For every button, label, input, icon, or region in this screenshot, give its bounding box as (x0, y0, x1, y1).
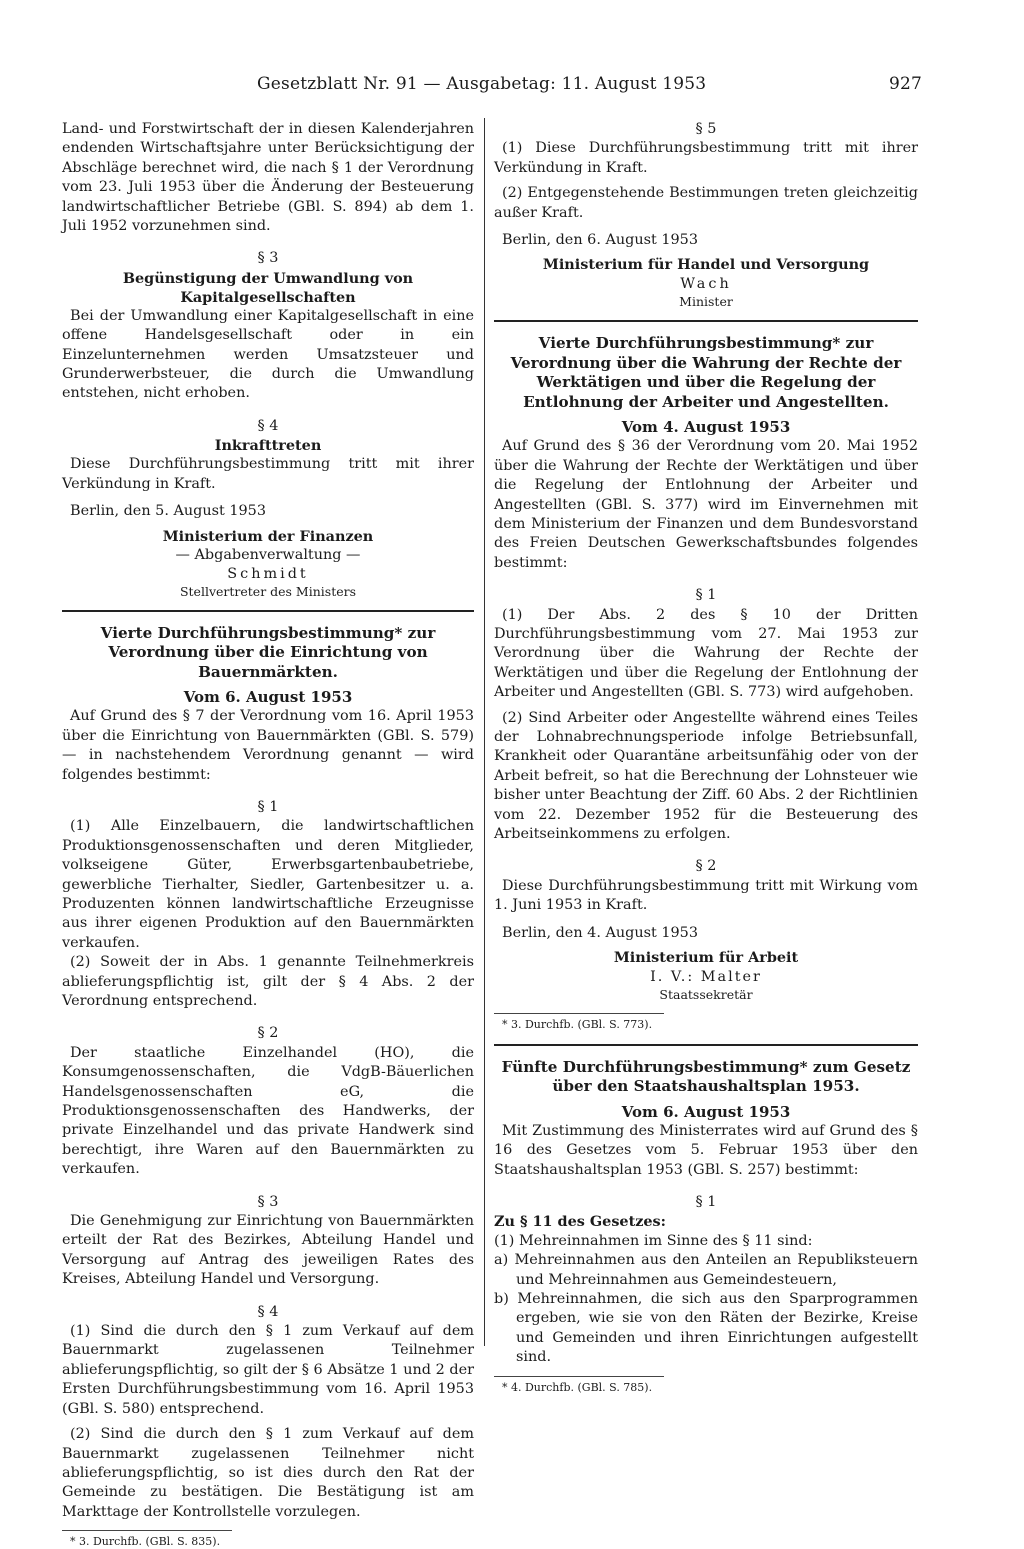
paragraph: (1) Sind die durch den § 1 zum Verkauf auf dem Bauernmarkt zugelassenen Teilnehmer ablieferungspflichtig, so gilt der § 6 Absätze 1 und 2 der Ersten Durchführungsbestimmung vom 16. April 1953 (GBl. S. 580) entsprechend. (62, 1323, 474, 1417)
signature-ministry: Ministerium der Finanzen (162, 527, 374, 545)
page-number: 927 (888, 74, 922, 94)
section-number: § 2 (257, 1025, 279, 1042)
signature-date: Berlin, den 5. August 1953 (70, 503, 266, 520)
section-heading: Zu § 11 des Gesetzes: (494, 1213, 666, 1231)
section-number: § 4 (257, 417, 279, 434)
section-number: § 4 (257, 1303, 279, 1320)
document-date: Vom 6. August 1953 (183, 688, 353, 707)
signature-department: — Abgabenverwaltung — (175, 547, 361, 563)
paragraph: (1) Mehreinnahmen im Sinne des § 11 sind: (494, 1232, 813, 1249)
footnote: * 3. Durchfb. (GBl. S. 835). (70, 1535, 221, 1549)
signature-block (62, 528, 474, 602)
preamble: Mit Zustimmung des Ministerrates wird auf Grund des § 16 des Gesetzes vom 5. Februar 1953 über den Staatshaushaltsplan 1953 (GBl. S. 257) bestimmt: (494, 1122, 918, 1178)
footnote-rule (62, 1530, 232, 1531)
document-date: Vom 4. August 1953 (621, 418, 791, 437)
document-date: Vom 6. August 1953 (621, 1102, 791, 1121)
footnote: * 3. Durchfb. (GBl. S. 773). (502, 1017, 653, 1031)
footnote-rule (494, 1013, 664, 1014)
separator (494, 1044, 918, 1046)
signature-role: Minister (679, 294, 733, 310)
paragraph: (2) Sind die durch den § 1 zum Verkauf auf dem Bauernmarkt zugelassenen Teilnehmer nicht ablieferungspflichtig, so ist dies durch den Rat der Gemeinde zu bestätigen. Die Bestätigung ist am Markttage der Kontrollstelle vorzulegen. (62, 1426, 474, 1520)
signature-role: Stellvertreter des Ministers (179, 584, 357, 599)
section-number: § 1 (695, 587, 717, 604)
section-number: § 2 (695, 858, 717, 875)
footnote: * 4. Durchfb. (GBl. S. 785). (502, 1380, 653, 1394)
section-heading: Begünstigung der Umwandlung von Kapitalgesellschaften (122, 269, 414, 306)
signature-block (494, 949, 918, 1005)
preamble: Auf Grund des § 36 der Verordnung vom 20. Mai 1952 über die Wahrung der Rechte der Werktätigen und über die Regelung der Entlohnung der Arbeiter und Angestellten (GBl. S. 377) wird im Einvernehmen mit dem Ministerium der Finanzen und dem Bundesvorstand des Freien Deutschen Gewerkschaftsbundes folgendes bestimmt: (494, 438, 918, 571)
right-column (494, 120, 918, 1395)
left-column (62, 120, 474, 1549)
paragraph: (1) Der Abs. 2 des § 10 der Dritten Durchführungsbestimmung vom 27. Mai 1953 zur Verordnung über die Wahrung der Rechte der Werktätigen und über die Regelung der Entlohnung der Arbeiter und Angestellten (GBl. S. 773) wird aufgehoben. (494, 606, 918, 701)
paragraph: (2) Soweit der in Abs. 1 genannte Teilnehmerkreis ablieferungspflichtig ist, gilt der § 4 Abs. 2 der Verordnung entsprechend. (62, 954, 474, 1009)
signature-role: Staatssekretär (659, 987, 753, 1003)
paragraph: Die Genehmigung zur Einrichtung von Bauernmärkten erteilt der Rat des Bezirkes, Abteilung Handel und Versorgung auf Antrag des jeweiligen Rates des Kreises, Abteilung Handel und Versorgung. (62, 1213, 474, 1288)
paragraph: (1) Alle Einzelbauern, die landwirtschaftlichen Produktionsgenossenschaften und deren Mitglieder, volkseigene Güter, Erwerbsgartenbaubetriebe, gewerbliche Tierhalter, Siedler, Gartenbesitzer u. a. Produzenten können landwirtschaftliche Erzeugnisse aus ihrer eigenen Produktion auf den Bauernmärkten verkaufen. (62, 818, 474, 951)
section-text: Bei der Umwandlung einer Kapitalgesellschaft in eine offene Handelsgesellschaft oder in ein Einzelunternehmen werden Umsatzsteuer und Grunderwerbsteuer, die durch die Umwandlung entstehen, nicht erhoben. (62, 307, 474, 402)
separator (494, 320, 918, 322)
paragraph: Diese Durchführungsbestimmung tritt mit Wirkung vom 1. Juni 1953 in Kraft. (494, 877, 918, 914)
section-heading: Inkrafttreten (214, 437, 322, 455)
signature-ministry: Ministerium für Handel und Versorgung (542, 256, 870, 274)
signature-name: Schmidt (227, 565, 309, 582)
list-item: a) Mehreinnahmen aus den Anteilen an Republiksteuern und Mehreinnahmen aus Gemeindesteuern, (494, 1252, 918, 1288)
section-number: § 1 (257, 798, 279, 815)
signature-block (494, 256, 918, 312)
signature-date: Berlin, den 6. August 1953 (502, 232, 698, 249)
paragraph: Der staatliche Einzelhandel (HO), die Konsumgenossenschaften, die VdgB-Bäuerlichen Handelsgenossenschaften eG, die Produktionsgenossenschaften des Handwerks, der private Einzelhandel und das private Handwerk sind berechtigt, ihre Waren auf den Bauernmärkten zu verkaufen. (62, 1044, 474, 1178)
signature-ministry: Ministerium für Arbeit (613, 949, 799, 967)
section-number: § 5 (695, 121, 717, 137)
signature-name: I. V.: Malter (650, 968, 762, 985)
preamble: Auf Grund des § 7 der Verordnung vom 16. April 1953 über die Einrichtung von Bauernmärkten (GBl. S. 579) — in nachstehendem Verordnung genannt — wird folgendes bestimmt: (62, 708, 474, 783)
signature-name: Wach (680, 275, 732, 292)
gazette-title: Gesetzblatt Nr. 91 — Ausgabetag: 11. August 1953 (257, 74, 707, 94)
document-title: Vierte Durchführungsbestimmung* zur Verordnung über die Wahrung der Rechte der Werktätigen und über die Regelung der Entlohnung der Arbeiter und Angestellten. (510, 333, 902, 411)
paragraph: (1) Diese Durchführungsbestimmung tritt mit ihrer Verkündung in Kraft. (494, 140, 918, 176)
separator (62, 610, 474, 612)
section-number: § 3 (257, 1193, 279, 1210)
paragraph: (2) Sind Arbeiter oder Angestellte während eines Teiles der Lohnabrechnungsperiode infolge Betriebsunfall, Krankheit oder Quarantäne arbeitsunfähig oder von der Arbeit befreit, so hat die Berechnung der Lohnsteuer wie bisher unter Beachtung der Ziff. 60 Abs. 2 der Richtlinien vom 22. Dezember 1952 für die Besteuerung des Arbeitseinkommens zu erfolgen. (494, 709, 918, 843)
section-number: § 3 (257, 250, 279, 267)
section-number: § 1 (695, 1193, 717, 1210)
column-divider (484, 118, 485, 1346)
paragraph: (2) Entgegenstehende Bestimmungen treten gleichzeitig außer Kraft. (494, 185, 918, 221)
list-item: b) Mehreinnahmen, die sich aus den Sparprogrammen ergeben, wie sie von den Räten der Bezirke, Kreise und Gemeinden und ihren Einrichtungen aufgestellt sind. (494, 1291, 918, 1366)
footnote-rule (494, 1376, 664, 1377)
document-title: Fünfte Durchführungsbestimmung* zum Gesetz über den Staatshaushaltsplan 1953. (501, 1057, 911, 1096)
continuation-paragraph: Land- und Forstwirtschaft der in diesen Kalenderjahren endenden Wirtschaftsjahre unter Berücksichtigung der Abschläge berechnet wird, die nach § 1 der Verordnung vom 23. Juli 1953 über die Änderung der Besteuerung landwirtschaftlicher Betriebe (GBl. S. 894) ab dem 1. Juli 1952 vorzunehmen sind. (62, 121, 474, 235)
signature-date: Berlin, den 4. August 1953 (502, 924, 698, 941)
section-text: Diese Durchführungsbestimmung tritt mit ihrer Verkündung in Kraft. (62, 456, 474, 492)
document-title: Vierte Durchführungsbestimmung* zur Verordnung über die Einrichtung von Bauernmärkten. (100, 623, 436, 681)
